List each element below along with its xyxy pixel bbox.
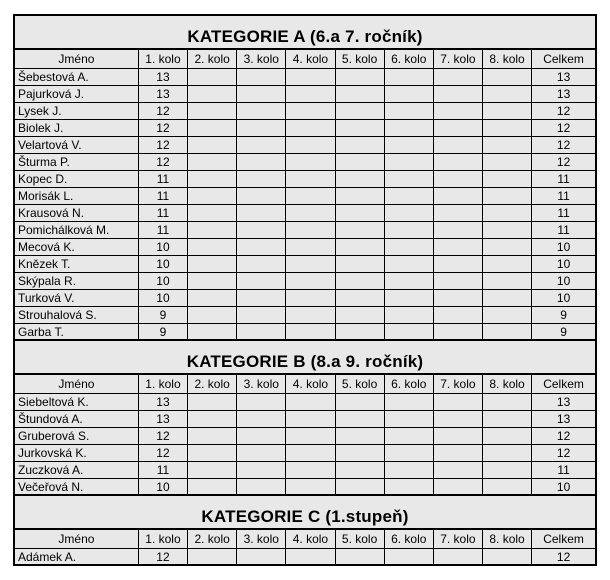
round-score-cell	[286, 187, 335, 204]
table-row	[14, 444, 596, 461]
round-score-cell	[286, 427, 335, 444]
total-cell: 13	[532, 68, 596, 85]
column-header: 6. kolo	[384, 49, 433, 68]
column-header-row	[14, 374, 596, 393]
round-score-cell	[286, 478, 335, 495]
round-score-cell	[384, 136, 433, 153]
round-score-cell	[237, 478, 286, 495]
column-header: 4. kolo	[286, 529, 335, 548]
total-cell: 12	[532, 153, 596, 170]
round-score-cell: 10	[138, 255, 187, 272]
player-name-cell: Šebestová A.	[14, 68, 138, 85]
round-score-cell	[482, 102, 531, 119]
round-score-cell	[482, 204, 531, 221]
round-score-cell	[188, 272, 237, 289]
round-score-cell	[384, 221, 433, 238]
round-score-cell	[237, 204, 286, 221]
round-score-cell: 11	[138, 461, 187, 478]
section-title-row	[14, 15, 596, 49]
total-cell: 12	[532, 136, 596, 153]
round-score-cell	[237, 136, 286, 153]
round-score-cell	[286, 272, 335, 289]
total-cell: 12	[532, 548, 596, 565]
player-name-cell: Skýpala R.	[14, 272, 138, 289]
round-score-cell	[286, 393, 335, 410]
round-score-cell	[384, 289, 433, 306]
round-score-cell	[433, 306, 482, 323]
column-header: 3. kolo	[237, 529, 286, 548]
round-score-cell	[482, 68, 531, 85]
total-cell: 10	[532, 255, 596, 272]
column-header-row	[14, 49, 596, 68]
table-row	[14, 272, 596, 289]
round-score-cell	[384, 461, 433, 478]
column-header: 1. kolo	[138, 49, 187, 68]
round-score-cell	[188, 306, 237, 323]
round-score-cell	[433, 289, 482, 306]
round-score-cell	[188, 410, 237, 427]
round-score-cell	[188, 238, 237, 255]
player-name-cell: Lysek J.	[14, 102, 138, 119]
round-score-cell	[433, 136, 482, 153]
round-score-cell: 11	[138, 187, 187, 204]
player-name-cell: Mecová K.	[14, 238, 138, 255]
round-score-cell: 12	[138, 427, 187, 444]
round-score-cell	[188, 548, 237, 565]
table-row	[14, 548, 596, 565]
round-score-cell	[433, 153, 482, 170]
round-score-cell	[237, 85, 286, 102]
round-score-cell: 13	[138, 68, 187, 85]
round-score-cell	[482, 427, 531, 444]
round-score-cell	[384, 323, 433, 340]
round-score-cell	[482, 444, 531, 461]
total-cell: 10	[532, 272, 596, 289]
round-score-cell	[482, 170, 531, 187]
round-score-cell	[433, 461, 482, 478]
round-score-cell	[286, 102, 335, 119]
round-score-cell: 11	[138, 221, 187, 238]
round-score-cell	[335, 102, 384, 119]
column-header: 6. kolo	[384, 374, 433, 393]
round-score-cell	[237, 410, 286, 427]
round-score-cell	[188, 289, 237, 306]
total-cell: 10	[532, 478, 596, 495]
round-score-cell	[286, 221, 335, 238]
round-score-cell	[433, 204, 482, 221]
round-score-cell	[482, 306, 531, 323]
round-score-cell	[384, 306, 433, 323]
results-table	[13, 14, 597, 566]
round-score-cell	[482, 238, 531, 255]
player-name-cell: Pajurková J.	[14, 85, 138, 102]
round-score-cell	[237, 238, 286, 255]
round-score-cell	[482, 136, 531, 153]
round-score-cell	[237, 548, 286, 565]
column-header: 4. kolo	[286, 49, 335, 68]
round-score-cell	[335, 187, 384, 204]
column-header: 4. kolo	[286, 374, 335, 393]
round-score-cell	[384, 272, 433, 289]
round-score-cell	[335, 119, 384, 136]
round-score-cell	[335, 221, 384, 238]
round-score-cell	[433, 187, 482, 204]
round-score-cell	[237, 170, 286, 187]
column-header: 3. kolo	[237, 374, 286, 393]
round-score-cell	[482, 323, 531, 340]
player-name-cell: Turková V.	[14, 289, 138, 306]
round-score-cell	[384, 410, 433, 427]
round-score-cell	[384, 68, 433, 85]
player-name-cell: Gruberová S.	[14, 427, 138, 444]
total-cell: 11	[532, 221, 596, 238]
round-score-cell	[188, 323, 237, 340]
column-header: 1. kolo	[138, 374, 187, 393]
round-score-cell	[237, 306, 286, 323]
round-score-cell	[335, 548, 384, 565]
round-score-cell	[433, 255, 482, 272]
round-score-cell	[188, 478, 237, 495]
round-score-cell	[335, 289, 384, 306]
player-name-cell: Večeřová N.	[14, 478, 138, 495]
round-score-cell	[384, 548, 433, 565]
round-score-cell	[335, 306, 384, 323]
column-header: Jméno	[14, 374, 138, 393]
round-score-cell: 13	[138, 393, 187, 410]
column-header: 5. kolo	[335, 529, 384, 548]
round-score-cell	[286, 204, 335, 221]
round-score-cell	[237, 255, 286, 272]
round-score-cell	[286, 306, 335, 323]
table-row	[14, 410, 596, 427]
round-score-cell	[335, 393, 384, 410]
section-title: KATEGORIE B (8.a 9. ročník)	[14, 340, 596, 374]
table-row	[14, 478, 596, 495]
table-row	[14, 306, 596, 323]
table-row	[14, 289, 596, 306]
round-score-cell	[384, 204, 433, 221]
round-score-cell	[482, 153, 531, 170]
column-header-row	[14, 529, 596, 548]
column-header: 1. kolo	[138, 529, 187, 548]
total-cell: 13	[532, 393, 596, 410]
round-score-cell	[335, 68, 384, 85]
round-score-cell	[237, 187, 286, 204]
round-score-cell	[335, 170, 384, 187]
column-header: 2. kolo	[188, 529, 237, 548]
table-row	[14, 221, 596, 238]
round-score-cell	[384, 153, 433, 170]
round-score-cell	[433, 410, 482, 427]
table-row	[14, 136, 596, 153]
round-score-cell	[286, 444, 335, 461]
column-header: 7. kolo	[433, 374, 482, 393]
round-score-cell	[384, 187, 433, 204]
round-score-cell	[237, 221, 286, 238]
round-score-cell: 12	[138, 548, 187, 565]
round-score-cell	[335, 478, 384, 495]
round-score-cell	[384, 478, 433, 495]
round-score-cell: 11	[138, 170, 187, 187]
column-header: Celkem	[532, 529, 596, 548]
column-header: 8. kolo	[482, 374, 531, 393]
round-score-cell	[237, 444, 286, 461]
round-score-cell	[286, 68, 335, 85]
player-name-cell: Siebeltová K.	[14, 393, 138, 410]
round-score-cell	[482, 289, 531, 306]
table-row	[14, 102, 596, 119]
round-score-cell: 10	[138, 272, 187, 289]
table-row	[14, 427, 596, 444]
round-score-cell	[237, 393, 286, 410]
column-header: Celkem	[532, 49, 596, 68]
player-name-cell: Garba T.	[14, 323, 138, 340]
player-name-cell: Strouhalová S.	[14, 306, 138, 323]
results-table-body	[14, 15, 596, 565]
round-score-cell	[335, 153, 384, 170]
round-score-cell	[384, 444, 433, 461]
round-score-cell	[482, 85, 531, 102]
round-score-cell	[188, 85, 237, 102]
table-row	[14, 68, 596, 85]
round-score-cell: 13	[138, 410, 187, 427]
round-score-cell	[482, 119, 531, 136]
column-header: 8. kolo	[482, 49, 531, 68]
player-name-cell: Adámek A.	[14, 548, 138, 565]
round-score-cell	[188, 102, 237, 119]
player-name-cell: Šturma P.	[14, 153, 138, 170]
round-score-cell	[482, 221, 531, 238]
round-score-cell	[335, 461, 384, 478]
section-title-row	[14, 495, 596, 529]
round-score-cell	[433, 323, 482, 340]
round-score-cell: 12	[138, 444, 187, 461]
column-header: 7. kolo	[433, 49, 482, 68]
round-score-cell	[482, 478, 531, 495]
player-name-cell: Knězek T.	[14, 255, 138, 272]
round-score-cell: 13	[138, 85, 187, 102]
round-score-cell	[188, 427, 237, 444]
round-score-cell	[433, 119, 482, 136]
table-row	[14, 323, 596, 340]
round-score-cell	[237, 68, 286, 85]
round-score-cell	[188, 393, 237, 410]
round-score-cell	[188, 461, 237, 478]
round-score-cell	[384, 393, 433, 410]
table-row	[14, 238, 596, 255]
round-score-cell	[482, 410, 531, 427]
round-score-cell	[335, 323, 384, 340]
table-row	[14, 187, 596, 204]
round-score-cell	[335, 238, 384, 255]
round-score-cell	[433, 102, 482, 119]
player-name-cell: Krausová N.	[14, 204, 138, 221]
table-row	[14, 393, 596, 410]
table-row	[14, 255, 596, 272]
round-score-cell	[384, 255, 433, 272]
column-header: 2. kolo	[188, 49, 237, 68]
round-score-cell	[188, 204, 237, 221]
total-cell: 13	[532, 85, 596, 102]
round-score-cell	[482, 187, 531, 204]
total-cell: 11	[532, 204, 596, 221]
round-score-cell	[384, 102, 433, 119]
column-header: Jméno	[14, 49, 138, 68]
total-cell: 12	[532, 444, 596, 461]
round-score-cell	[188, 119, 237, 136]
round-score-cell	[237, 119, 286, 136]
round-score-cell: 10	[138, 289, 187, 306]
player-name-cell: Velartová V.	[14, 136, 138, 153]
round-score-cell	[482, 255, 531, 272]
round-score-cell	[482, 461, 531, 478]
round-score-cell	[433, 393, 482, 410]
round-score-cell	[335, 255, 384, 272]
round-score-cell	[384, 170, 433, 187]
round-score-cell: 11	[138, 204, 187, 221]
total-cell: 12	[532, 119, 596, 136]
column-header: 5. kolo	[335, 49, 384, 68]
player-name-cell: Jurkovská K.	[14, 444, 138, 461]
round-score-cell	[286, 238, 335, 255]
round-score-cell	[188, 136, 237, 153]
table-row	[14, 85, 596, 102]
player-name-cell: Kopec D.	[14, 170, 138, 187]
total-cell: 11	[532, 187, 596, 204]
round-score-cell	[286, 153, 335, 170]
round-score-cell	[237, 427, 286, 444]
round-score-cell	[188, 221, 237, 238]
section-title: KATEGORIE C (1.stupeň)	[14, 495, 596, 529]
round-score-cell	[237, 102, 286, 119]
round-score-cell	[286, 548, 335, 565]
total-cell: 10	[532, 289, 596, 306]
section-title-row	[14, 340, 596, 374]
round-score-cell	[286, 170, 335, 187]
round-score-cell	[188, 68, 237, 85]
round-score-cell	[433, 427, 482, 444]
round-score-cell	[433, 444, 482, 461]
table-row	[14, 170, 596, 187]
column-header: 8. kolo	[482, 529, 531, 548]
round-score-cell	[188, 153, 237, 170]
total-cell: 10	[532, 238, 596, 255]
round-score-cell	[335, 204, 384, 221]
round-score-cell	[237, 272, 286, 289]
round-score-cell: 9	[138, 323, 187, 340]
table-row	[14, 119, 596, 136]
round-score-cell	[482, 548, 531, 565]
round-score-cell	[433, 85, 482, 102]
round-score-cell	[433, 170, 482, 187]
round-score-cell	[188, 170, 237, 187]
round-score-cell	[335, 85, 384, 102]
round-score-cell: 10	[138, 238, 187, 255]
round-score-cell	[433, 221, 482, 238]
column-header: 5. kolo	[335, 374, 384, 393]
total-cell: 11	[532, 461, 596, 478]
round-score-cell	[237, 461, 286, 478]
round-score-cell	[433, 478, 482, 495]
round-score-cell: 12	[138, 153, 187, 170]
round-score-cell	[433, 548, 482, 565]
round-score-cell	[433, 272, 482, 289]
total-cell: 9	[532, 323, 596, 340]
round-score-cell	[237, 323, 286, 340]
total-cell: 9	[532, 306, 596, 323]
round-score-cell	[335, 410, 384, 427]
round-score-cell	[286, 461, 335, 478]
table-row	[14, 153, 596, 170]
total-cell: 12	[532, 427, 596, 444]
round-score-cell	[433, 68, 482, 85]
table-row	[14, 461, 596, 478]
player-name-cell: Pomichálková M.	[14, 221, 138, 238]
total-cell: 12	[532, 102, 596, 119]
column-header: 3. kolo	[237, 49, 286, 68]
round-score-cell	[335, 427, 384, 444]
column-header: Jméno	[14, 529, 138, 548]
round-score-cell	[286, 136, 335, 153]
section-title: KATEGORIE A (6.a 7. ročník)	[14, 15, 596, 49]
round-score-cell: 9	[138, 306, 187, 323]
round-score-cell	[482, 272, 531, 289]
total-cell: 11	[532, 170, 596, 187]
round-score-cell	[237, 289, 286, 306]
round-score-cell	[335, 444, 384, 461]
round-score-cell: 10	[138, 478, 187, 495]
round-score-cell	[286, 255, 335, 272]
round-score-cell	[188, 187, 237, 204]
round-score-cell: 12	[138, 102, 187, 119]
round-score-cell	[482, 393, 531, 410]
column-header: 7. kolo	[433, 529, 482, 548]
column-header: 2. kolo	[188, 374, 237, 393]
player-name-cell: Štundová A.	[14, 410, 138, 427]
round-score-cell	[237, 153, 286, 170]
round-score-cell	[384, 427, 433, 444]
column-header: Celkem	[532, 374, 596, 393]
round-score-cell: 12	[138, 136, 187, 153]
round-score-cell	[335, 272, 384, 289]
round-score-cell	[286, 85, 335, 102]
round-score-cell	[286, 410, 335, 427]
table-row	[14, 204, 596, 221]
total-cell: 13	[532, 410, 596, 427]
column-header: 6. kolo	[384, 529, 433, 548]
round-score-cell	[433, 238, 482, 255]
player-name-cell: Zuczková A.	[14, 461, 138, 478]
player-name-cell: Morisák L.	[14, 187, 138, 204]
round-score-cell	[286, 289, 335, 306]
player-name-cell: Biolek J.	[14, 119, 138, 136]
round-score-cell	[188, 255, 237, 272]
round-score-cell: 12	[138, 119, 187, 136]
round-score-cell	[384, 85, 433, 102]
round-score-cell	[384, 119, 433, 136]
round-score-cell	[384, 238, 433, 255]
round-score-cell	[188, 444, 237, 461]
round-score-cell	[286, 119, 335, 136]
round-score-cell	[286, 323, 335, 340]
round-score-cell	[335, 136, 384, 153]
